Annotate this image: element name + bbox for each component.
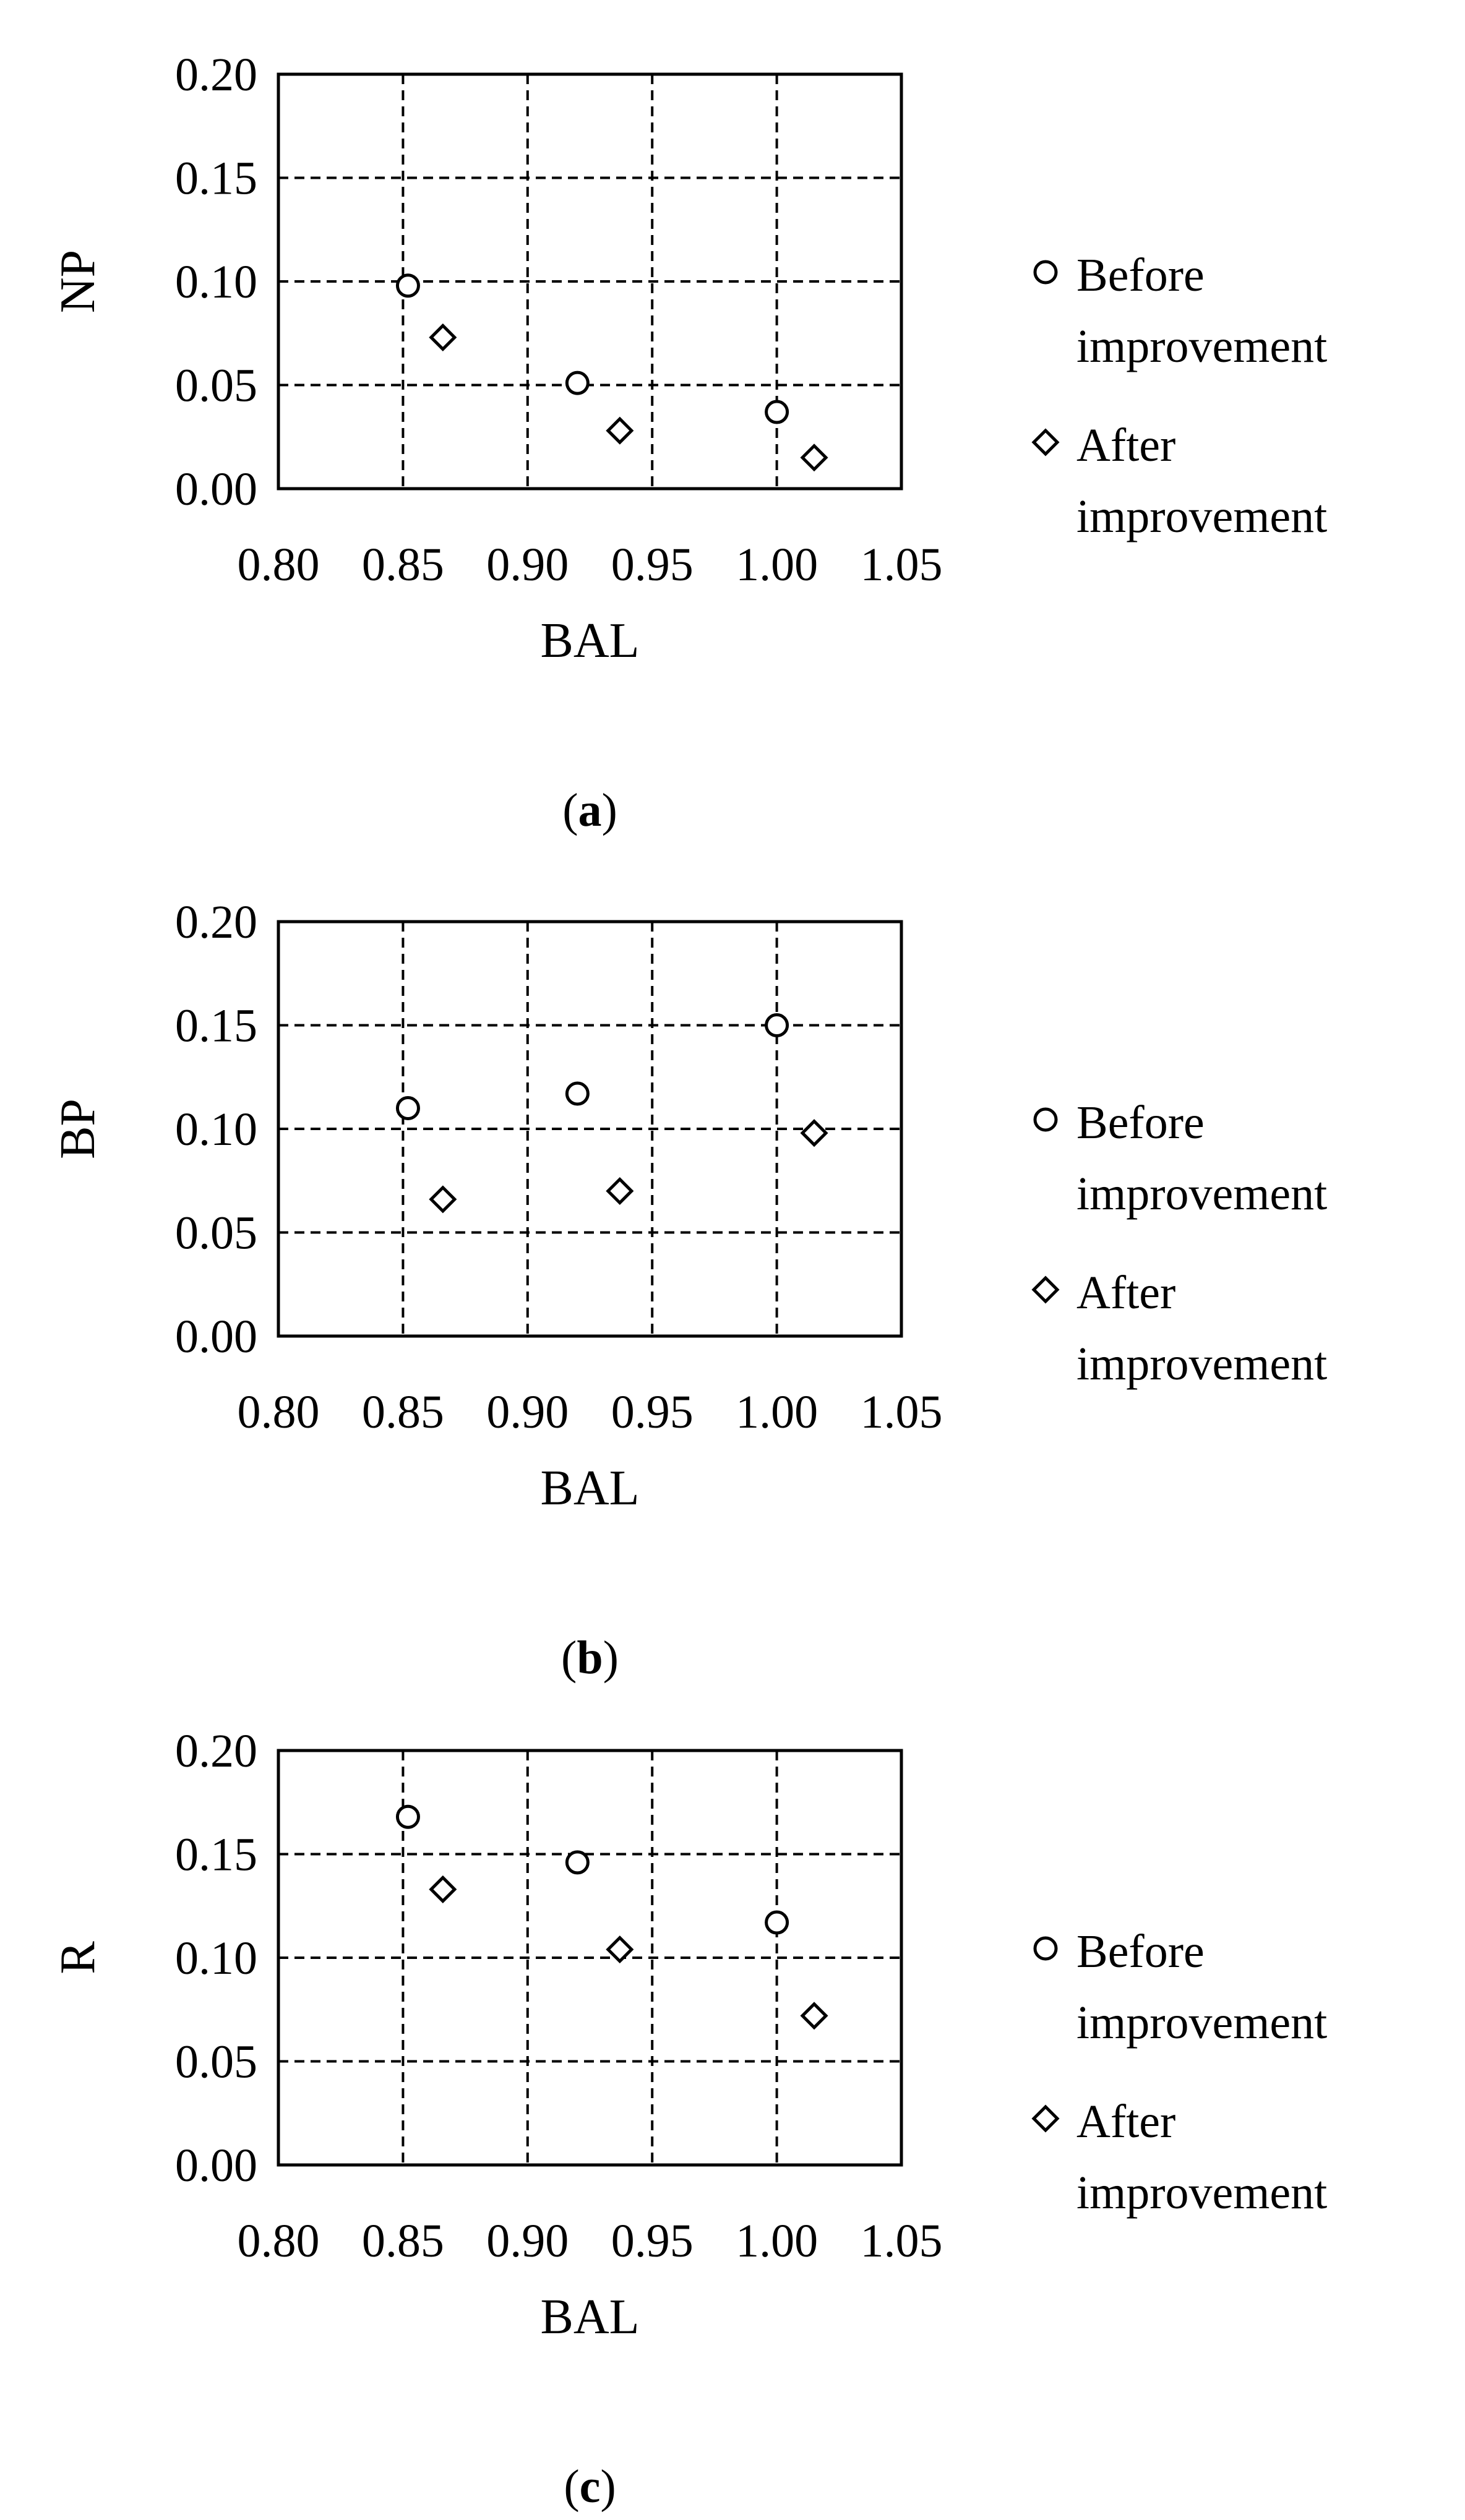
caption-paren: ( bbox=[562, 784, 578, 836]
legend-label: After bbox=[1076, 419, 1176, 471]
caption-letter: c bbox=[579, 2461, 601, 2513]
caption-paren: ( bbox=[564, 2461, 580, 2513]
y-tick-label: 0.20 bbox=[175, 896, 257, 948]
y-axis-title: NP bbox=[51, 249, 105, 314]
x-tick-label: 0.95 bbox=[611, 1386, 694, 1438]
x-tick-label: 0.90 bbox=[486, 1386, 569, 1438]
y-tick-label: 0.20 bbox=[175, 49, 257, 101]
y-tick-label: 0.10 bbox=[175, 1932, 257, 1984]
x-tick-label: 0.80 bbox=[237, 2215, 320, 2267]
legend-label: After bbox=[1076, 1267, 1176, 1319]
data-point-after bbox=[608, 1180, 632, 1203]
legend-label: improvement bbox=[1076, 1168, 1328, 1220]
y-tick-label: 0.15 bbox=[175, 152, 257, 205]
y-tick-label: 0.15 bbox=[175, 1000, 257, 1052]
legend-label: After bbox=[1076, 2096, 1176, 2148]
x-tick-label: 1.05 bbox=[860, 2215, 943, 2267]
legend-marker-circle bbox=[1035, 1109, 1056, 1130]
data-point-before bbox=[767, 1912, 788, 1933]
x-tick-label: 0.90 bbox=[486, 2215, 569, 2267]
data-point-before bbox=[767, 401, 788, 422]
chart-panel-b bbox=[51, 896, 1327, 1684]
data-point-before bbox=[567, 372, 588, 393]
data-point-before bbox=[397, 1806, 418, 1827]
x-tick-label: 0.85 bbox=[361, 539, 444, 591]
y-axis-title: BP bbox=[51, 1099, 105, 1159]
legend-entry bbox=[1035, 1097, 1327, 1220]
legend-marker-diamond bbox=[1034, 431, 1057, 454]
x-tick-label: 0.80 bbox=[237, 1386, 320, 1438]
legend-label: improvement bbox=[1076, 491, 1328, 542]
caption-paren: ) bbox=[600, 2461, 616, 2513]
legend-label: improvement bbox=[1076, 1338, 1328, 1390]
y-tick-label: 0.00 bbox=[175, 1311, 257, 1363]
x-tick-label: 1.05 bbox=[860, 1386, 943, 1438]
legend-entry bbox=[1034, 419, 1327, 542]
x-tick-label: 0.85 bbox=[361, 2215, 444, 2267]
x-tick-label: 1.05 bbox=[860, 539, 943, 591]
data-point-after bbox=[802, 446, 826, 469]
data-point-before bbox=[397, 1098, 418, 1119]
legend-label: improvement bbox=[1076, 320, 1328, 372]
chart-panel-a bbox=[51, 49, 1327, 836]
panel-caption bbox=[561, 1632, 619, 1684]
data-point-before bbox=[567, 1852, 588, 1873]
x-tick-label: 0.80 bbox=[237, 539, 320, 591]
x-tick-label: 0.95 bbox=[611, 2215, 694, 2267]
y-tick-label: 0.05 bbox=[175, 2036, 257, 2088]
data-point-after bbox=[802, 2004, 826, 2028]
legend-entry bbox=[1034, 1267, 1327, 1390]
x-tick-label: 1.00 bbox=[736, 539, 818, 591]
data-point-after bbox=[431, 1877, 455, 1901]
y-axis-title: R bbox=[51, 1941, 105, 1974]
y-tick-label: 0.00 bbox=[175, 2140, 257, 2192]
legend-marker-diamond bbox=[1034, 2107, 1057, 2130]
x-tick-label: 1.00 bbox=[736, 2215, 818, 2267]
x-axis-title: BAL bbox=[540, 614, 640, 668]
legend-entry bbox=[1035, 1926, 1327, 2049]
x-axis-title: BAL bbox=[540, 2290, 640, 2344]
data-point-after bbox=[431, 1188, 455, 1211]
legend-label: Before bbox=[1076, 1926, 1205, 1978]
panel-caption bbox=[564, 2461, 616, 2513]
legend-entry bbox=[1034, 2096, 1327, 2219]
legend-marker-diamond bbox=[1034, 1278, 1057, 1301]
data-point-after bbox=[431, 325, 455, 349]
data-point-before bbox=[397, 275, 418, 296]
chart-panel-c bbox=[51, 1725, 1327, 2513]
y-tick-label: 0.10 bbox=[175, 1104, 257, 1155]
legend-label: improvement bbox=[1076, 1997, 1328, 2049]
caption-letter: b bbox=[577, 1632, 603, 1684]
caption-paren: ( bbox=[561, 1632, 577, 1684]
caption-letter: a bbox=[578, 784, 602, 836]
x-tick-label: 0.90 bbox=[486, 539, 569, 591]
legend-marker-circle bbox=[1035, 262, 1056, 283]
caption-paren: ) bbox=[603, 1632, 619, 1684]
y-tick-label: 0.05 bbox=[175, 1207, 257, 1259]
legend-label: improvement bbox=[1076, 2167, 1328, 2219]
y-tick-label: 0.20 bbox=[175, 1725, 257, 1777]
data-point-before bbox=[767, 1015, 788, 1036]
legend-label: Before bbox=[1076, 1097, 1205, 1149]
x-tick-label: 0.85 bbox=[361, 1386, 444, 1438]
x-tick-label: 0.95 bbox=[611, 539, 694, 591]
y-tick-label: 0.00 bbox=[175, 463, 257, 515]
y-tick-label: 0.05 bbox=[175, 359, 257, 412]
legend-entry bbox=[1035, 249, 1327, 372]
x-axis-title: BAL bbox=[540, 1461, 640, 1515]
panel-caption bbox=[562, 784, 617, 836]
legend-marker-circle bbox=[1035, 1938, 1056, 1959]
y-tick-label: 0.10 bbox=[175, 256, 257, 308]
data-point-after bbox=[608, 419, 632, 442]
data-point-after bbox=[802, 1121, 826, 1145]
y-tick-label: 0.15 bbox=[175, 1828, 257, 1881]
legend-label: Before bbox=[1076, 249, 1205, 301]
data-point-after bbox=[608, 1938, 632, 1961]
caption-paren: ) bbox=[601, 784, 617, 836]
data-point-before bbox=[567, 1083, 588, 1104]
x-tick-label: 1.00 bbox=[736, 1386, 818, 1438]
